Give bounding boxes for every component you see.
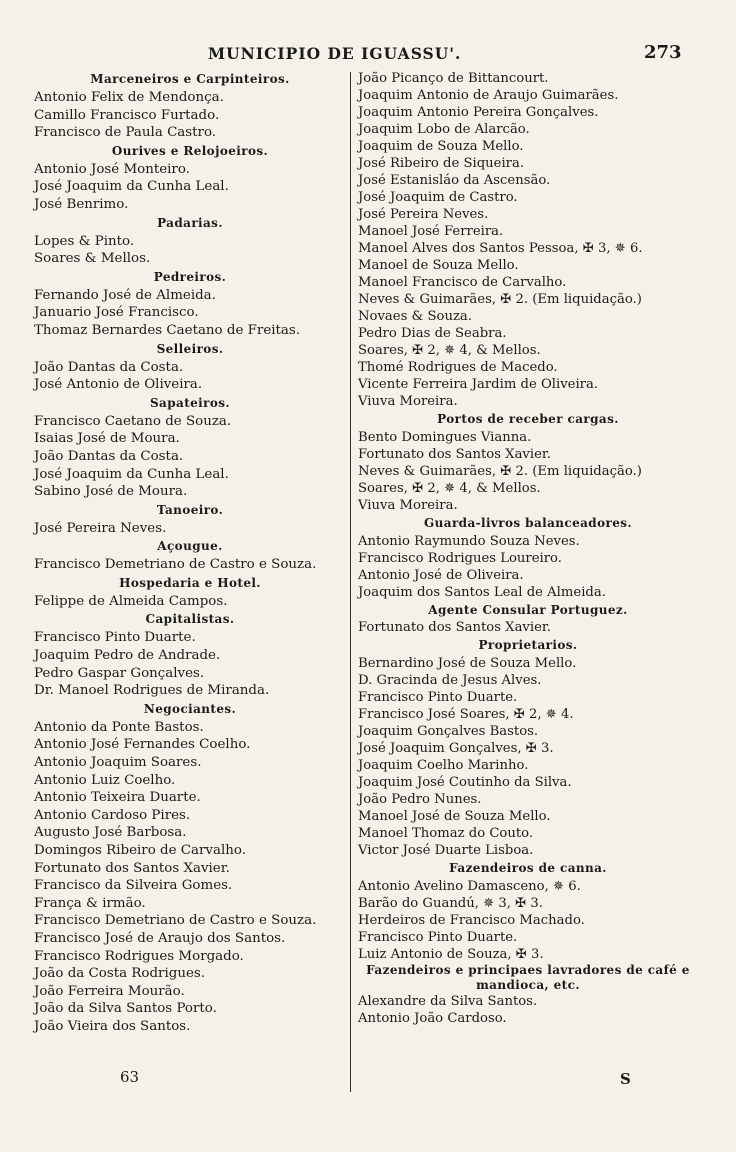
directory-entry: Francisco José Soares, ✠ 2, ✵ 4. [358, 707, 574, 723]
directory-entry: Antonio Raymundo Souza Neves. [358, 533, 580, 549]
directory-entry: Barão do Guandú, ✵ 3, ✠ 3. [358, 895, 543, 911]
directory-entry: Antonio Joaquim Soares. [34, 755, 202, 771]
directory-entry: Antonio Luiz Coelho. [34, 772, 176, 788]
directory-entry: Soares & Mellos. [34, 251, 151, 267]
directory-entry: Pedro Dias de Seabra. [358, 326, 507, 341]
directory-entry: José Ribeiro de Siqueira. [358, 156, 525, 171]
directory-section [34, 537, 346, 574]
directory-entry: José Estanisláo da Ascensão. [358, 173, 551, 188]
directory-entry: Antonio José Fernandes Coelho. [34, 737, 251, 753]
section-heading: Hospedaria e Hotel. [119, 575, 261, 590]
directory-entry: Joaquim Lobo de Alarcão. [358, 122, 530, 137]
directory-entry: João Ferreira Mourão. [34, 983, 185, 999]
directory-entry: José Antonio de Oliveira. [34, 377, 203, 393]
directory-entry: Francisco de Paula Castro. [34, 125, 217, 141]
directory-entry: Soares, ✠ 2, ✵ 4, & Mellos. [358, 480, 541, 496]
directory-entry: João Vieira dos Santos. [34, 1018, 191, 1034]
directory-entry: Viuva Moreira. [358, 394, 458, 409]
directory-entry: Antonio Teixeira Duarte. [34, 790, 201, 806]
directory-entry: Francisco Demetriano de Castro e Souza. [34, 557, 317, 573]
directory-section [34, 70, 346, 142]
directory-entry: João Picanço de Bittancourt. [358, 71, 549, 86]
directory-entry: Neves & Guimarães, ✠ 2. (Em liquidação.) [358, 292, 642, 307]
directory-section [358, 636, 698, 859]
section-heading: Marceneiros e Carpinteiros. [90, 72, 290, 86]
directory-entry: João da Silva Santos Porto. [34, 1001, 217, 1017]
section-heading: Capitalistas. [145, 612, 235, 627]
directory-section [358, 514, 698, 601]
section-heading: Pedreiros. [153, 269, 227, 284]
directory-entry: Antonio da Ponte Bastos. [34, 719, 204, 735]
directory-entry: Bento Domingues Vianna. [358, 429, 532, 445]
directory-entry: Manoel Thomaz do Couto. [358, 826, 534, 842]
directory-entry: Joaquim Antonio de Araujo Guimarães. [358, 88, 619, 103]
left-column [34, 70, 346, 1036]
directory-entry: Francisco José de Araujo dos Santos. [34, 930, 286, 946]
page-header [0, 44, 736, 68]
directory-entry: Manoel de Souza Mello. [358, 258, 519, 273]
directory-entry: João da Costa Rodrigues. [34, 966, 205, 982]
directory-entry: Manoel Francisco de Carvalho. [358, 275, 567, 290]
directory-entry: Lopes & Pinto. [34, 233, 135, 249]
directory-section [34, 610, 346, 699]
directory-entry: Felippe de Almeida Campos. [34, 593, 228, 609]
directory-entry: Victor José Duarte Lisboa. [358, 843, 534, 859]
directory-section [358, 70, 698, 410]
section-heading: Tanoeiro. [156, 502, 224, 517]
directory-entry: Domingos Ribeiro de Carvalho. [34, 843, 246, 858]
directory-entry: Viuva Moreira. [358, 497, 458, 513]
directory-entry: Thomaz Bernardes Caetano de Freitas. [34, 322, 301, 338]
directory-entry: Joaquim Coelho Marinho. [358, 758, 529, 774]
directory-entry: Manoel Alves dos Santos Pessoa, ✠ 3, ✵ 6. [358, 241, 643, 256]
section-heading: Guarda-livros balanceadores. [424, 515, 632, 530]
directory-entry: Francisco Rodrigues Morgado. [34, 948, 244, 964]
right-column [358, 70, 698, 1027]
directory-entry: Francisco Demetriano de Castro e Souza. [34, 913, 317, 929]
directory-entry: Manoel José de Souza Mello. [358, 809, 551, 825]
directory-entry: Vicente Ferreira Jardim de Oliveira. [358, 377, 599, 392]
section-heading: Selleiros. [156, 341, 224, 356]
section-heading: Fazendeiros de canna. [449, 861, 607, 876]
directory-entry: Joaquim de Souza Mello. [358, 139, 524, 154]
directory-section [358, 963, 698, 1027]
directory-entry: José Joaquim de Castro. [358, 190, 518, 205]
section-heading: Ourives e Relojoeiros. [111, 143, 269, 158]
section-heading: Padarias. [157, 215, 223, 230]
directory-entry: Soares, ✠ 2, ✵ 4, & Mellos. [358, 343, 541, 358]
directory-entry: Francisco Pinto Duarte. [358, 690, 518, 706]
directory-entry: Augusto José Barbosa. [34, 825, 187, 841]
directory-entry: Novaes & Souza. [358, 309, 472, 324]
directory-section [34, 700, 346, 1036]
directory-entry: Francisco da Silveira Gomes. [34, 878, 233, 894]
directory-section [34, 214, 346, 268]
directory-entry: Antonio José de Oliveira. [358, 567, 524, 583]
directory-entry: Dr. Manoel Rodrigues de Miranda. [34, 683, 270, 699]
directory-entry: Fortunato dos Santos Xavier. [34, 860, 230, 876]
directory-entry: Herdeiros de Francisco Machado. [358, 912, 585, 928]
section-heading: Agente Consular Portuguez. [428, 602, 628, 617]
directory-entry: Manoel José Ferreira. [358, 224, 504, 239]
directory-section [358, 410, 698, 514]
directory-entry: Camillo Francisco Furtado. [34, 107, 220, 123]
directory-entry: Francisco Rodrigues Loureiro. [358, 550, 562, 566]
directory-entry: Antonio Cardoso Pires. [34, 807, 191, 823]
directory-entry: Fortunato dos Santos Xavier. [358, 446, 551, 462]
directory-entry: João Dantas da Costa. [34, 448, 184, 464]
directory-entry: Neves & Guimarães, ✠ 2. (Em liquidação.) [358, 463, 642, 479]
directory-entry: Fernando José de Almeida. [34, 287, 216, 303]
directory-entry: José Joaquim da Cunha Leal. [34, 179, 229, 195]
directory-entry: Sabino José de Moura. [34, 484, 188, 500]
directory-entry: José Pereira Neves. [34, 520, 167, 536]
directory-entry: Luiz Antonio de Souza, ✠ 3. [358, 946, 544, 962]
page-title: MUNICIPIO DE IGUASSU'. [208, 44, 462, 63]
directory-entry: Alexandre da Silva Santos. [358, 993, 538, 1009]
directory-entry: França & irmão. [34, 895, 146, 911]
directory-entry: Joaquim Antonio Pereira Gonçalves. [358, 105, 599, 120]
section-heading: Proprietarios. [478, 638, 578, 653]
directory-entry: Bernardino José de Souza Mello. [358, 656, 577, 672]
section-heading: Fazendeiros e principaes lavradores de café e mandioca, etc. [366, 962, 690, 992]
directory-entry: José Joaquim da Cunha Leal. [34, 466, 229, 482]
directory-section [358, 859, 698, 963]
directory-entry: Antonio Felix de Mendonça. [34, 90, 224, 105]
page-number: 273 [644, 42, 682, 63]
directory-entry: João Pedro Nunes. [358, 792, 482, 808]
directory-section [34, 501, 346, 538]
directory-entry: Joaquim José Coutinho da Silva. [358, 775, 572, 791]
directory-section [358, 601, 698, 637]
directory-entry: Antonio Avelino Damasceno, ✵ 6. [358, 878, 581, 894]
directory-entry: Antonio José Monteiro. [34, 161, 190, 177]
directory-entry: Francisco Pinto Duarte. [358, 929, 518, 945]
directory-entry: Fortunato dos Santos Xavier. [358, 620, 551, 636]
directory-entry: Januario José Francisco. [34, 305, 199, 321]
section-heading: Açougue. [157, 539, 223, 554]
directory-entry: Joaquim dos Santos Leal de Almeida. [358, 584, 606, 600]
directory-entry: Joaquim Pedro de Andrade. [34, 648, 221, 664]
directory-entry: José Benrimo. [34, 196, 129, 212]
directory-entry: Thomé Rodrigues de Macedo. [358, 360, 558, 375]
directory-section [34, 340, 346, 394]
directory-section [34, 394, 346, 501]
section-heading: Negociantes. [143, 701, 237, 716]
directory-entry: Antonio João Cardoso. [358, 1010, 507, 1026]
directory-entry: Francisco Caetano de Souza. [34, 413, 232, 429]
directory-entry: Pedro Gaspar Gonçalves. [34, 665, 205, 681]
column-divider [350, 72, 351, 1092]
directory-section [34, 142, 346, 214]
directory-entry: José Pereira Neves. [358, 207, 489, 222]
directory-entry: D. Gracinda de Jesus Alves. [358, 673, 542, 689]
directory-section [34, 574, 346, 611]
directory-section [34, 268, 346, 340]
gathering-mark: S [620, 1070, 631, 1088]
signature-mark: 63 [120, 1068, 140, 1086]
directory-entry: Francisco Pinto Duarte. [34, 630, 196, 646]
directory-entry: João Dantas da Costa. [34, 359, 184, 375]
directory-entry: Isaias José de Moura. [34, 431, 180, 447]
directory-entry: Joaquim Gonçalves Bastos. [358, 724, 539, 740]
section-heading: Portos de receber cargas. [437, 412, 619, 426]
directory-entry: José Joaquim Gonçalves, ✠ 3. [358, 741, 554, 757]
section-heading: Sapateiros. [149, 395, 230, 410]
